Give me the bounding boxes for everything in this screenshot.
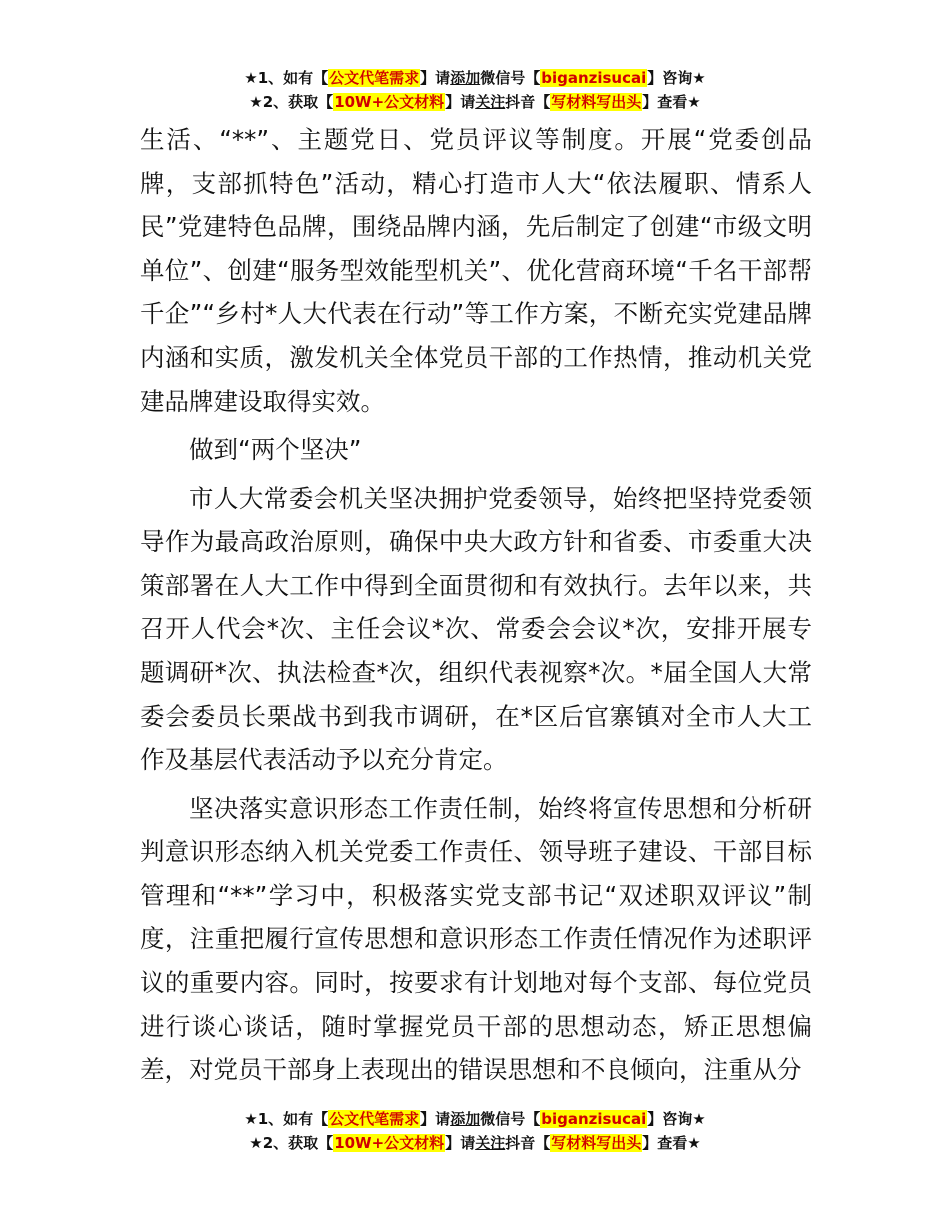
- ad-emphasis: 添加: [450, 69, 481, 87]
- paragraph-1: 生活、“**”、主题党日、党员评议等制度。开展“党委创品牌，支部抓特色”活动，精心打造市人大“依法履职、情系人民”党建特色品牌，围绕品牌内涵，先后制定了创建“市级文明单位”、创建“服务型效能型机关”、优化营商环境“千名干部帮千企”“乡村*人大代表在行动”等工作方案，不断充实党建品牌内涵和实质，激发机关全体党员干部的工作热情，推动机关党建品牌建设取得实效。: [140, 125, 812, 416]
- ad-highlight: 10W+公文材料: [334, 1134, 445, 1152]
- ad-banner-top: [0, 66, 950, 114]
- ad-text: ★1、如有【: [244, 1110, 329, 1128]
- section-heading: 做到“两个坚决”: [189, 435, 362, 465]
- ad-banner-bottom: [0, 1107, 950, 1155]
- ad-text: 】咨询★: [647, 69, 706, 87]
- ad-highlight: 10W+公文材料: [334, 93, 445, 111]
- ad-highlight: 写材料写出头: [551, 93, 642, 111]
- ad-highlight: biganzisucai: [541, 1110, 647, 1128]
- ad-highlight: biganzisucai: [541, 69, 647, 87]
- ad-highlight: 公文代笔需求: [329, 69, 420, 87]
- ad-line-2: [0, 90, 950, 114]
- ad-line-2: [0, 1131, 950, 1155]
- ad-text: 抖音【: [505, 93, 551, 111]
- paragraph-2: 市人大常委会机关坚决拥护党委领导，始终把坚持党委领导作为最高政治原则，确保中央大政方针和省委、市委重大决策部署在人大工作中得到全面贯彻和有效执行。去年以来，共召开人代会*次、主任会议*次、常委会会议*次，安排开展专题调研*次、执法检查*次，组织代表视察*次。*届全国人大常委会委员长栗战书到我市调研，在*区后官寨镇对全市人大工作及基层代表活动予以充分肯定。: [140, 483, 812, 775]
- ad-text: 微信号【: [480, 1110, 541, 1128]
- ad-line-1: [0, 66, 950, 90]
- ad-line-1: [0, 1107, 950, 1131]
- ad-text: 】查看★: [642, 1134, 701, 1152]
- ad-text: 】请: [420, 69, 451, 87]
- ad-text: 】咨询★: [647, 1110, 706, 1128]
- ad-highlight: 公文代笔需求: [329, 1110, 420, 1128]
- ad-emphasis: 关注: [475, 93, 506, 111]
- ad-text: 抖音【: [505, 1134, 551, 1152]
- paragraph-3: 坚决落实意识形态工作责任制，始终将宣传思想和分析研判意识形态纳入机关党委工作责任、领导班子建设、干部目标管理和“**”学习中，积极落实党支部书记“双述职双评议”制度，注重把履行宣传思想和意识形态工作责任情况作为述职评议的重要内容。同时，按要求有计划地对每个支部、每位党员进行谈心谈话，随时掌握党员干部的思想动态，矫正思想偏差，对党员干部身上表现出的错误思想和不良倾向，注重从分: [140, 793, 812, 1085]
- ad-text: ★2、获取【: [249, 1134, 334, 1152]
- ad-emphasis: 关注: [475, 1134, 506, 1152]
- ad-text: 】请: [445, 93, 476, 111]
- document-body: [140, 118, 812, 1092]
- ad-text: 微信号【: [480, 69, 541, 87]
- ad-text: 】查看★: [642, 93, 701, 111]
- ad-highlight: 写材料写出头: [551, 1134, 642, 1152]
- ad-text: ★2、获取【: [249, 93, 334, 111]
- ad-text: 】请: [445, 1134, 476, 1152]
- ad-emphasis: 添加: [450, 1110, 481, 1128]
- ad-text: 】请: [420, 1110, 451, 1128]
- ad-text: ★1、如有【: [244, 69, 329, 87]
